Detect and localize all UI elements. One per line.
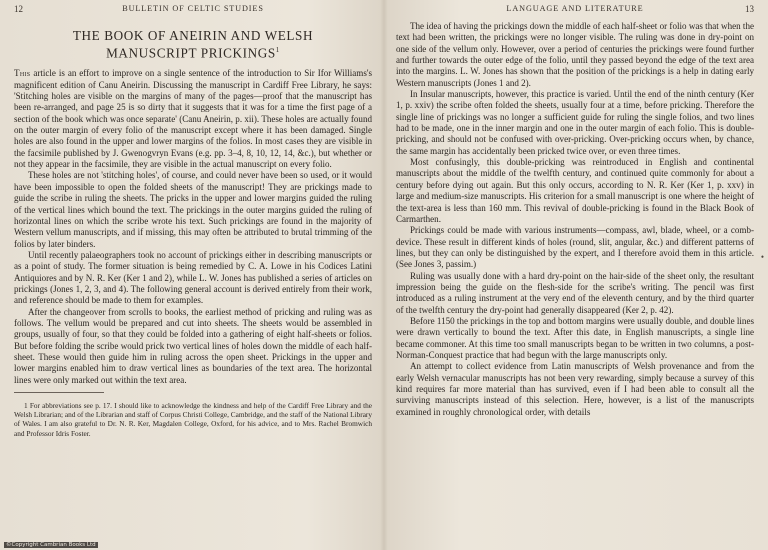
running-head-left xyxy=(14,4,372,18)
margin-dot-mark: • xyxy=(760,252,764,262)
copyright-watermark: ©Copyright Cambrian Books Ltd xyxy=(6,542,96,548)
title-footnote-mark: 1 xyxy=(275,46,280,54)
page-number-right: 13 xyxy=(745,4,754,14)
running-title-right: LANGUAGE AND LITERATURE xyxy=(506,4,644,13)
left-paragraph-4: After the changeover from scrolls to books, the earliest method of pricking and ruling was as follows. The vellum would be prepared and cut into sheets. The sheets would be assembled in groups, usually of four, so that they could be folded into a gathering of eight half-sheets or folios. But before folding the scribe would prick two vertical lines of holes down the middle of each half-sheet. These would then guide him in ruling across the open sheet. Prickings in the upper and lower margins enabled him to draw vertical lines as boundaries of the text area. The horizontal lines were only marked out within the text area. xyxy=(14,306,372,385)
right-paragraph-3: Most confusingly, this double-pricking was reintroduced in English and continental manuscripts about the middle of the twelfth century, and continued quite commonly for about a century before dying out again. But this only occurs, according to N. R. Ker (Ker 1, p. xxv) in large and medium-size manuscripts. His criterion for a small manuscript is one where the height of the text-area is less than 160 mm. This revival of double-pricking is found in the Black Book of Carmarthen. xyxy=(396,157,754,224)
page-number-left: 12 xyxy=(14,4,23,14)
right-paragraph-4: Prickings could be made with various instruments—compass, awl, blade, wheel, or a comb-device. These result in different kinds of holes (round, slit, angular, &c.) and different patterns of lines, but they can only be distinguished by the expert, and I therefore avoid them in this article. (See Jones 3, passim.) xyxy=(396,225,754,270)
left-paragraph-1: This article is an effort to improve on a single sentence of the introduction to Sir Ifor Williams's magnificent edition of Canu Aneirin. Discussing the manuscript in Cardiff Free Library, he says: 'Stitching holes are visible on the margins of many of the pages—proof that the manuscript has been re-arranged, and page 25 is so dirty that it suggests that it was for a time the first page of a section of the book which was once separate' (Canu Aneirin, p. xii). These holes are actually found on the outer margin of every folio of the manuscript except where it has been damaged. Single holes are also found in the upper and lower margins of the folios. In most cases they are visible in the facsimile published by J. Gwenogvryn Evans (e.g. pp. 3–4, 8, 10, 12, 14, &c.), but whether or not they appear in the facsimile, they are visible in the actual manuscript on every folio. xyxy=(14,68,372,170)
title-line-2: MANUSCRIPT PRICKINGS xyxy=(106,45,276,61)
left-paragraph-2: These holes are not 'stitching holes', of course, and could never have been so used, or it would have been impossible to open the folded sheets of the manuscript! They are prickings made to guide the scribe in ruling the sheets. The pricks in the upper and lower margins guided the ruling of the vertical lines which bound the text. The prickings in the outer margins guided the ruling of horizontal lines on which the scribe wrote his text. Such prickings are found in the majority of Western vellum manuscripts, and if missing, this may often be attributed to brutal trimming of the folios by later binders. xyxy=(14,170,372,249)
drop-lead-word: This xyxy=(14,68,31,79)
running-head-right xyxy=(396,4,754,18)
right-paragraph-5: Ruling was usually done with a hard dry-point on the hair-side of the sheet only, the resultant impression being the guide on the flesh-side for the scribe's writing. The pencil was first introduced as a ruling instrument at the very end of the eleventh century, and by the third quarter of the twelfth century the dry-point had generally disappeared (Ker 2, p. 42). xyxy=(396,270,754,315)
right-paragraph-6: Before 1150 the prickings in the top and bottom margins were usually double, and double lines were drawn vertically to bound the text. After this date, in English manuscripts, a single line became commoner. At this time too small manuscripts began to be written in two columns, a post-Norman-Conquest practice that had begun with the large manuscripts only. xyxy=(396,315,754,360)
article-title xyxy=(22,28,364,60)
left-paragraph-3: Until recently palaeographers took no account of prickings either in describing manuscripts or as a point of study. The former situation is being remedied by C. A. Lowe in his Codices Latini Antiquiores and by N. R. Ker (Ker 1 and 2), while L. W. Jones has published a series of articles on prickings (Jones 1, 2, 3, and 4). The following general account is derived entirely from their work, and reference should be made to them for examples. xyxy=(14,249,372,306)
right-paragraph-2: In Insular manuscripts, however, this practice is varied. Until the end of the ninth century (Ker 1, p. xxiv) the scribe often folded the sheets, usually four at a time, before pricking. Therefore the single line of prickings was no longer a sufficient guide for ruling the single folios, and two lines had to be made, one in the inner margin and one in the outer margin of each folio. This is double-pricking, and should not be confused with over-pricking. Over-pricking occurs when, by chance, the same margin has accidentally been pricked twice over, or even three times. xyxy=(396,89,754,156)
footnote: 1 For abbreviations see p. 17. I should like to acknowledge the kindness and help of the Cardiff Free Library and the Welsh Librarian; and of the Librarian and staff of Corpus Christi College, Cambridge, and the staff of the National Library of Wales. I am also grateful to Dr. N. R. Ker, Magdalen College, Oxford, for his advice, and to Mrs. Rachel Bromwich and Professor Idris Foster. xyxy=(14,401,373,438)
right-paragraph-1: The idea of having the prickings down the middle of each half-sheet or folio was that when the text had been written, the prickings were no longer visible. The ruling was done in dry-point on one side of the vellum only. However, over a period of centuries the prickings were found further and further towards the outer edge of the folio, until they passed beyond the edge of the text area into the margins. L. W. Jones has shown that the position of the prickings is a help in dating early Western manuscripts (Jones 1 and 2). xyxy=(396,21,754,88)
right-paragraph-7: An attempt to collect evidence from Latin manuscripts of Welsh provenance and from the early Welsh vernacular manuscripts has not been very rewarding, simply because a survey of this kind requires far more material than has survived, even if I had been able to consult all the surviving manuscripts instead of this selection. Here, however, is a list of the manuscripts examined in roughly chronological order, with details xyxy=(396,361,754,417)
footnote-rule xyxy=(14,392,104,393)
running-title-left: BULLETIN OF CELTIC STUDIES xyxy=(122,4,264,13)
right-page xyxy=(384,0,768,550)
title-line-1: THE BOOK OF ANEIRIN AND WELSH xyxy=(72,28,314,43)
